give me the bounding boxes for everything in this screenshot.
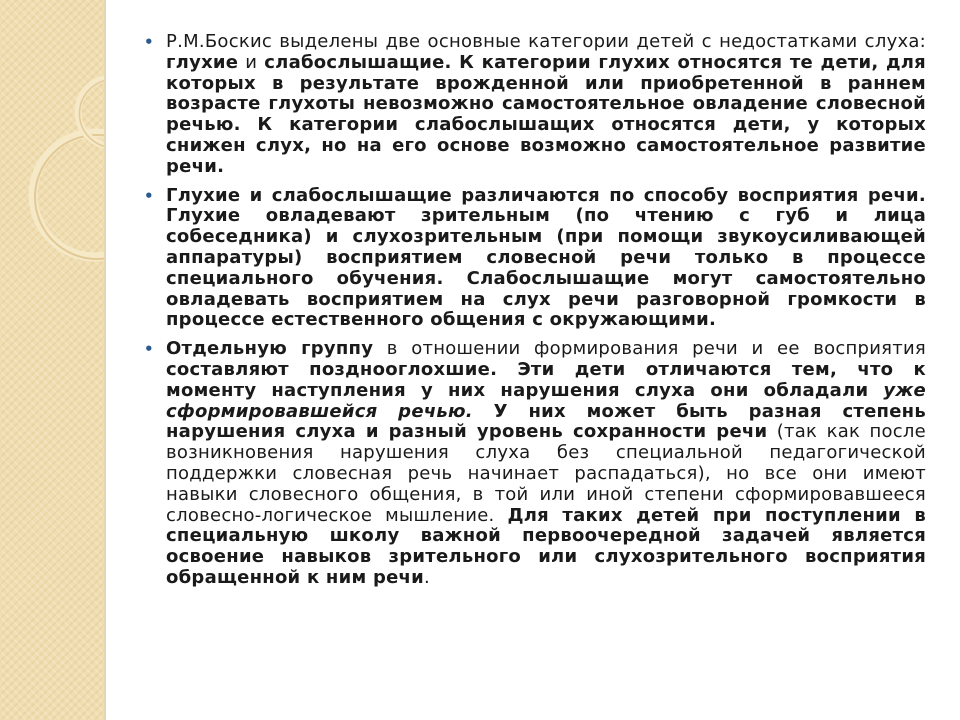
sidebar-divider (104, 0, 106, 720)
large-ring (33, 133, 104, 257)
bullet-marker-icon: • (144, 33, 154, 51)
bullet-item-3 (144, 339, 926, 589)
bullet-text (166, 339, 926, 589)
text-run: Для таких детей при поступлении в специальную школу важной первоочередной задачей является освоение навыков зрительного или слухозрительного восприятия обращенной к ним речи (166, 504, 926, 588)
text-run: Глухие и слабослышащие различаются по способу восприятия речи. Глухие овладевают зрительным (по чтению с губ и лица собеседника) и слухозрительным (при помощи звукоусиливающей аппаратуры) восприятием словесной речи только в процессе специального обучения. Слабослышащие могут самостоятельно овладевать восприятием на слух речи разговорной громкости в процессе естественного общения с окружающими. (166, 184, 926, 331)
text-run: . (424, 566, 430, 588)
text-run: Отдельную группу (166, 338, 374, 360)
decorative-rings (0, 0, 104, 720)
text-run: составляют позднооглохшие. Эти дети отличаются тем, что к моменту наступления у них нарушения слуха они обладали (166, 358, 926, 401)
text-run: глухие (166, 51, 239, 73)
bullet-marker-icon: • (144, 340, 154, 359)
text-run: в отношении формирования речи и ее восприятия (373, 338, 926, 360)
bullet-item-1 (144, 32, 926, 178)
text-run: уже сформировавшейся речью. (166, 379, 926, 422)
text-run: У них может быть разная степень нарушения слуха и разный уровень сохранности речи (166, 400, 926, 443)
bullet-item-2 (144, 186, 926, 332)
text-run: слабослышащие. К категории глухих относятся те дети, для которых в результате врожденной или приобретенной в раннем возрасте глухоты невозможно самостоятельное овладение словесной речью. К категории слабослышащих относятся дети, у которых снижен слух, но на его основе возможно самостоятельное развитие речи. (166, 51, 926, 177)
text-run: и (238, 51, 265, 73)
decorative-sidebar (0, 0, 104, 720)
slide-body (144, 32, 926, 589)
bullet-marker-icon: • (144, 186, 154, 205)
text-run: Р.М.Боскис выделены две основные категории детей с недостатками слуха: (166, 31, 926, 52)
bullet-text (166, 186, 926, 332)
bullet-text (166, 32, 926, 178)
text-run: (так как после возникновения нарушения слуха без специальной педагогической поддержки словесная речь начинает распадаться), но все они имеют навыки словесного общения, в той или иной степени сформировавшееся словесно-логическое мышление. (166, 421, 926, 526)
